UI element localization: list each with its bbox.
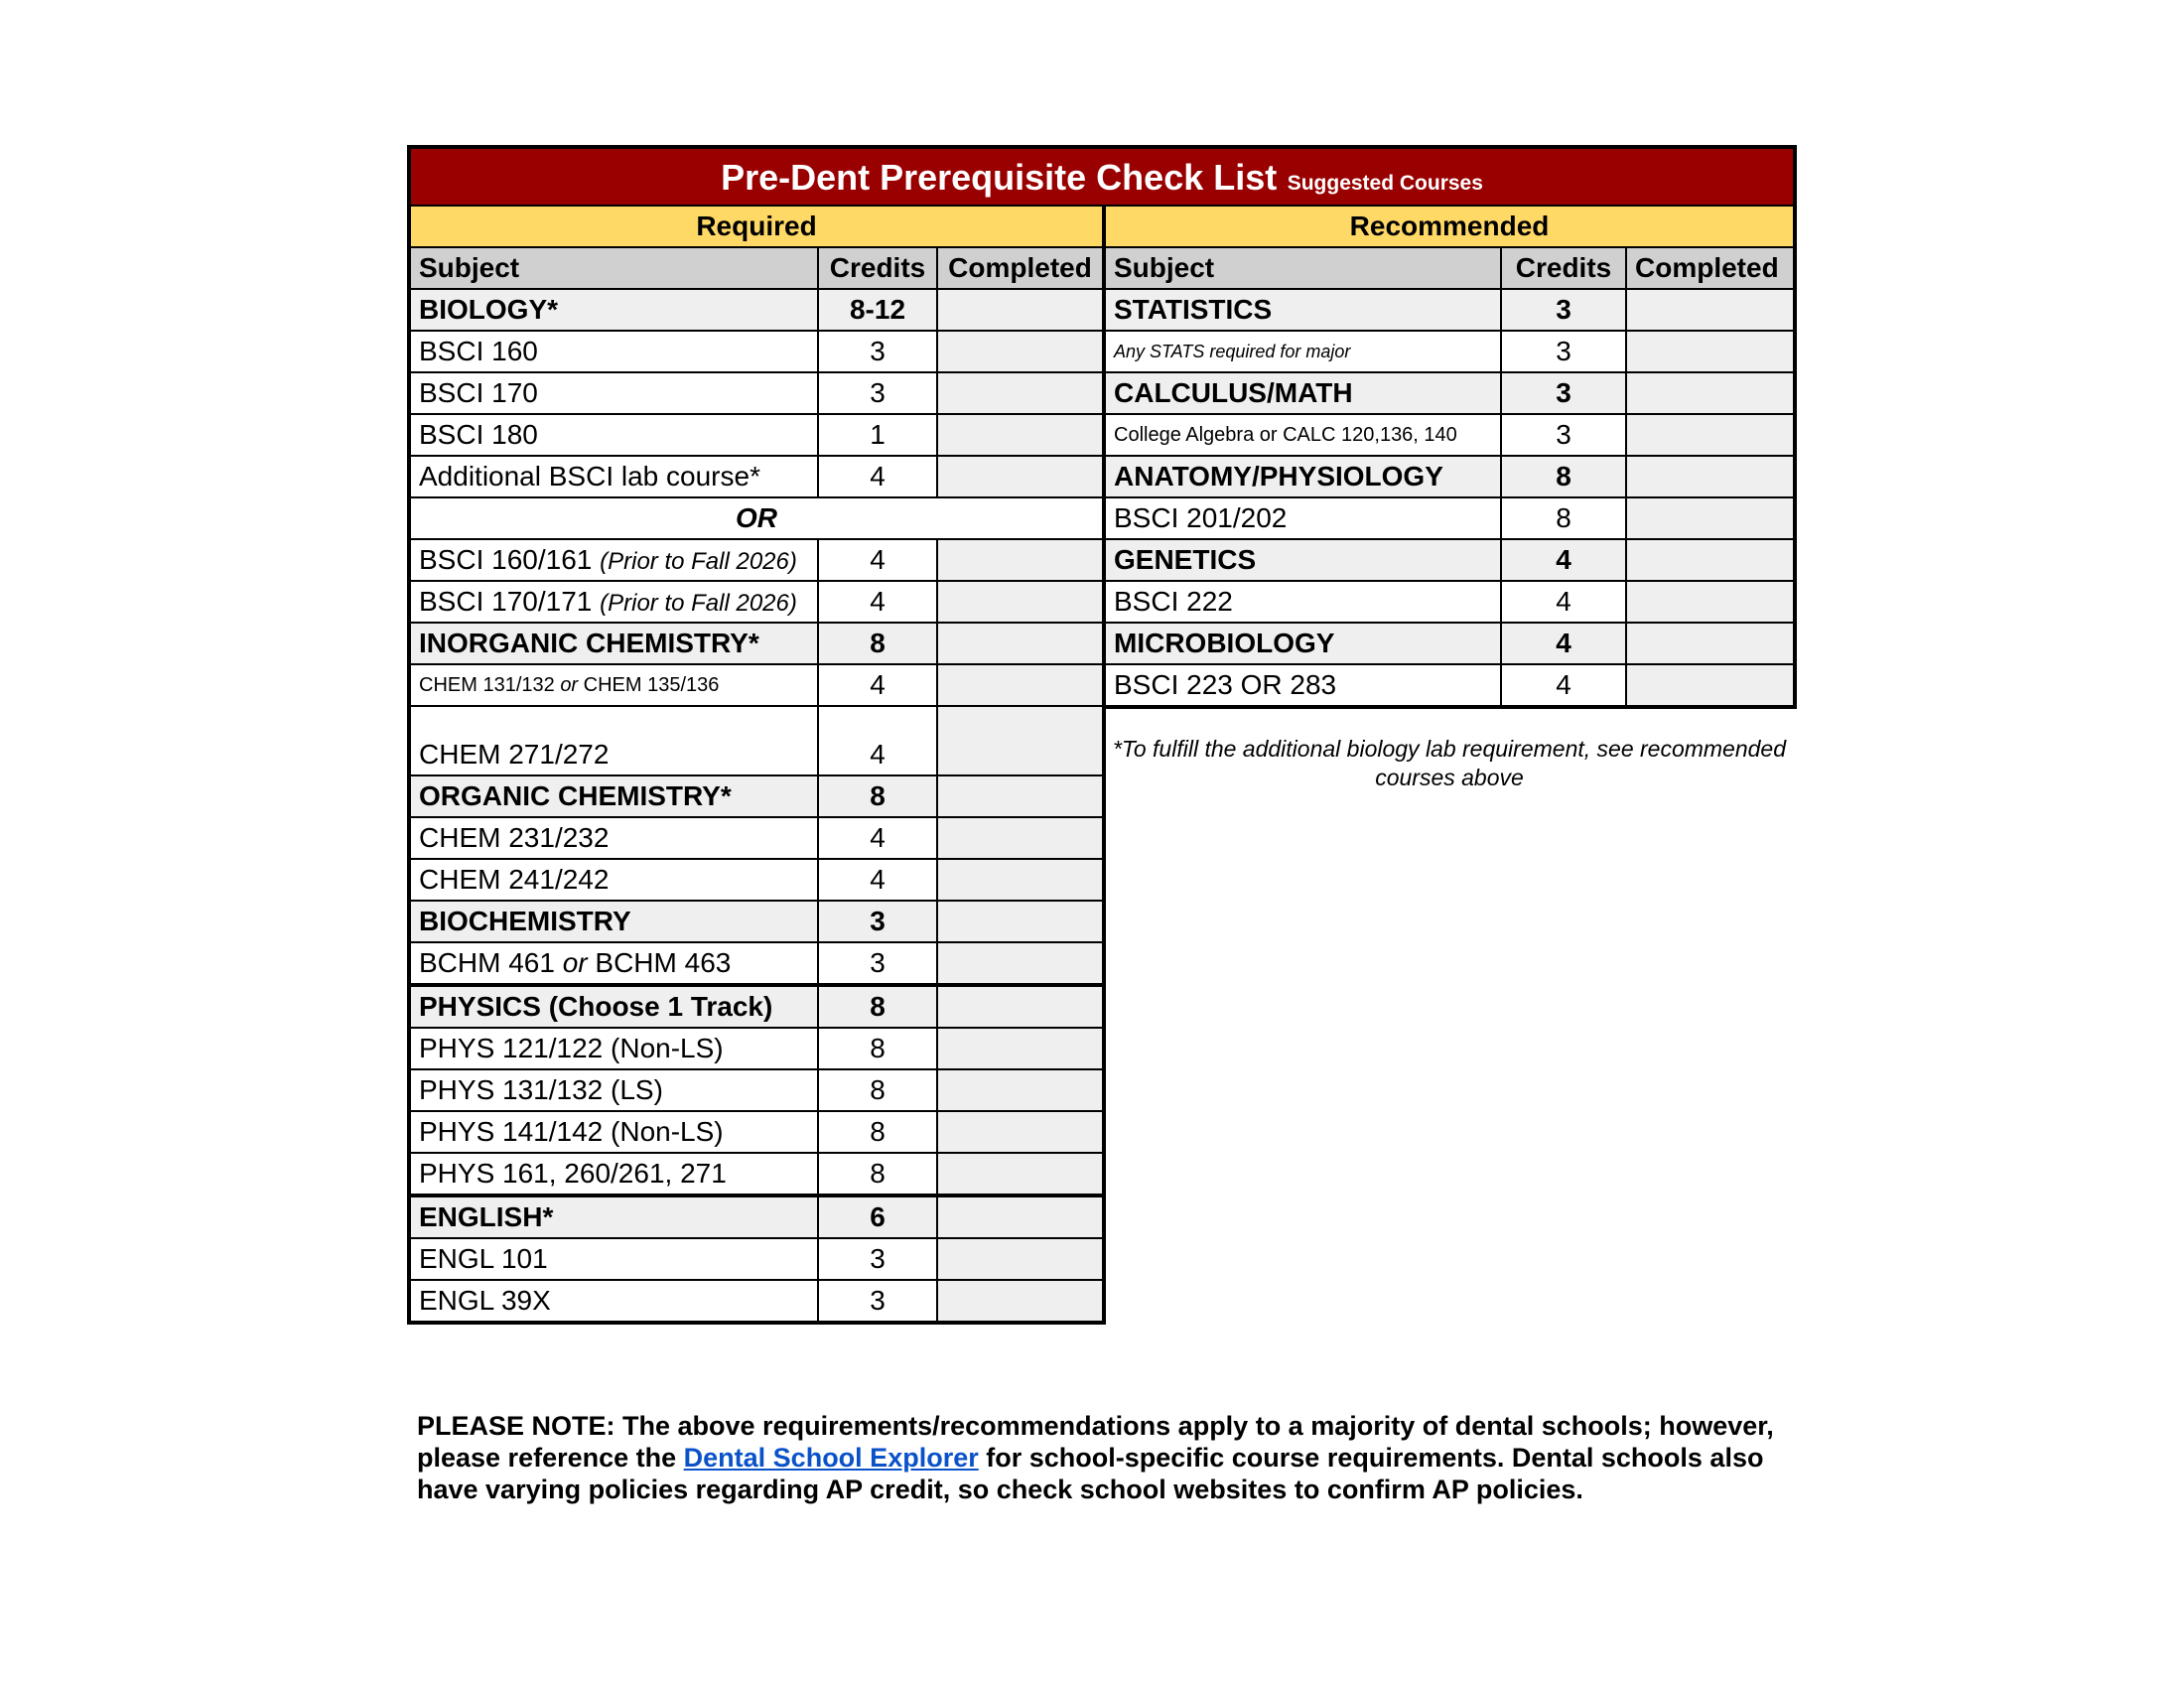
subject-cell xyxy=(409,664,818,706)
completed-cell[interactable] xyxy=(1626,623,1795,664)
dental-school-explorer-link[interactable]: Dental School Explorer xyxy=(683,1443,979,1473)
subject-or: or xyxy=(562,947,588,978)
table-row xyxy=(409,581,1104,623)
checklist-title-bar xyxy=(407,145,1797,209)
completed-cell[interactable] xyxy=(937,1238,1104,1280)
credits-cell: 4 xyxy=(818,581,937,623)
credits-cell: 4 xyxy=(1501,581,1626,623)
col-subject: Subject xyxy=(409,247,818,289)
subject-text: BCHM 463 xyxy=(595,947,732,978)
credits-cell: 4 xyxy=(818,539,937,581)
subject-cell: Any STATS required for major xyxy=(1104,331,1501,372)
note-tail: for school-specific course requirements. Dental schools also have varying policies regarding AP credit, so check school websites to confirm AP policies. xyxy=(417,1443,1764,1504)
table-row xyxy=(409,289,1104,331)
or-divider-row xyxy=(409,497,1104,539)
credits-cell: 8 xyxy=(818,1153,937,1196)
subject-cell: GENETICS xyxy=(1104,539,1501,581)
subject-cell: ENGLISH* xyxy=(409,1196,818,1238)
lab-footnote: *To fulfill the additional biology lab requirement, see recommended courses above xyxy=(1112,736,1787,790)
completed-cell[interactable] xyxy=(937,372,1104,414)
completed-cell[interactable] xyxy=(1626,289,1795,331)
completed-cell[interactable] xyxy=(937,901,1104,942)
col-completed: Completed xyxy=(1626,247,1795,289)
recommended-heading: Recommended xyxy=(1104,206,1795,247)
credits-cell: 4 xyxy=(1501,539,1626,581)
subject-text: BCHM 461 xyxy=(419,947,555,978)
subject-cell: PHYS 141/142 (Non-LS) xyxy=(409,1111,818,1153)
credits-cell: 4 xyxy=(818,817,937,859)
credits-cell: 4 xyxy=(1501,664,1626,707)
subject-cell: ORGANIC CHEMISTRY* xyxy=(409,775,818,817)
table-row xyxy=(409,414,1104,456)
completed-cell[interactable] xyxy=(937,331,1104,372)
subject-cell: BSCI 222 xyxy=(1104,581,1501,623)
credits-cell: 3 xyxy=(818,901,937,942)
subject-cell: BSCI 201/202 xyxy=(1104,497,1501,539)
subject-cell: PHYS 121/122 (Non-LS) xyxy=(409,1028,818,1069)
subject-cell: CALCULUS/MATH xyxy=(1104,372,1501,414)
subject-cell: BIOCHEMISTRY xyxy=(409,901,818,942)
note-lead: PLEASE NOTE: The above requirements/recommendations apply to a majority of dental schools; however, please reference the xyxy=(417,1411,1774,1473)
col-subject: Subject xyxy=(1104,247,1501,289)
completed-cell[interactable] xyxy=(937,985,1104,1028)
subject-cell: BSCI 180 xyxy=(409,414,818,456)
subject-cell: BSCI 170 xyxy=(409,372,818,414)
credits-cell: 4 xyxy=(818,706,937,775)
subject-text: BSCI 170/171 xyxy=(419,586,593,617)
subject-cell: CHEM 271/272 xyxy=(409,706,818,775)
subject-cell: ENGL 101 xyxy=(409,1238,818,1280)
completed-cell[interactable] xyxy=(937,414,1104,456)
credits-cell: 3 xyxy=(818,942,937,985)
completed-cell[interactable] xyxy=(937,664,1104,706)
table-row xyxy=(1104,289,1795,331)
credits-cell: 4 xyxy=(818,664,937,706)
credits-cell: 4 xyxy=(818,859,937,901)
completed-cell[interactable] xyxy=(937,1153,1104,1196)
subject-note: (Prior to Fall 2026) xyxy=(600,590,797,617)
subject-cell: ANATOMY/PHYSIOLOGY xyxy=(1104,456,1501,497)
completed-cell[interactable] xyxy=(937,1028,1104,1069)
completed-cell[interactable] xyxy=(1626,497,1795,539)
subject-text: CHEM 135/136 xyxy=(583,673,720,696)
required-heading: Required xyxy=(409,206,1104,247)
table-row xyxy=(409,817,1104,859)
credits-cell: 3 xyxy=(818,1238,937,1280)
subject-note: (Prior to Fall 2026) xyxy=(600,548,797,575)
table-row xyxy=(1104,664,1795,707)
completed-cell[interactable] xyxy=(937,1111,1104,1153)
credits-cell: 8 xyxy=(818,623,937,664)
subject-cell: CHEM 241/242 xyxy=(409,859,818,901)
subject-cell: PHYS 131/132 (LS) xyxy=(409,1069,818,1111)
subject-cell: CHEM 231/232 xyxy=(409,817,818,859)
subject-cell: STATISTICS xyxy=(1104,289,1501,331)
subject-cell: INORGANIC CHEMISTRY* xyxy=(409,623,818,664)
completed-cell[interactable] xyxy=(1626,331,1795,372)
completed-cell[interactable] xyxy=(937,706,1104,775)
completed-cell[interactable] xyxy=(937,817,1104,859)
completed-cell[interactable] xyxy=(1626,664,1795,707)
subject-cell xyxy=(409,581,818,623)
page-subtitle: Suggested Courses xyxy=(1287,172,1483,195)
subject-cell: ENGL 39X xyxy=(409,1280,818,1323)
completed-cell[interactable] xyxy=(937,775,1104,817)
table-row xyxy=(1104,497,1795,539)
completed-cell[interactable] xyxy=(1626,581,1795,623)
required-table xyxy=(407,205,1106,1325)
subject-cell xyxy=(409,539,818,581)
subject-cell: MICROBIOLOGY xyxy=(1104,623,1501,664)
table-row xyxy=(1104,456,1795,497)
subject-text: CHEM 131/132 xyxy=(419,673,555,696)
credits-cell: 3 xyxy=(1501,331,1626,372)
credits-cell: 4 xyxy=(818,456,937,497)
table-row xyxy=(409,456,1104,497)
credits-cell: 8 xyxy=(818,775,937,817)
table-row xyxy=(409,985,1104,1028)
table-row xyxy=(409,372,1104,414)
subject-or: or xyxy=(560,673,579,696)
credits-cell: 8-12 xyxy=(818,289,937,331)
table-row xyxy=(409,664,1104,706)
completed-cell[interactable] xyxy=(937,289,1104,331)
credits-cell: 8 xyxy=(818,985,937,1028)
please-note xyxy=(417,1410,1807,1505)
subject-cell: PHYS 161, 260/261, 271 xyxy=(409,1153,818,1196)
completed-cell[interactable] xyxy=(937,456,1104,497)
table-row xyxy=(1104,372,1795,414)
table-row xyxy=(409,1153,1104,1196)
subject-cell: BSCI 160 xyxy=(409,331,818,372)
recommended-table xyxy=(1102,205,1797,709)
credits-cell: 4 xyxy=(1501,623,1626,664)
credits-cell: 8 xyxy=(818,1028,937,1069)
table-row xyxy=(409,1196,1104,1238)
table-row xyxy=(409,1238,1104,1280)
credits-cell: 1 xyxy=(818,414,937,456)
table-row xyxy=(409,901,1104,942)
credits-cell: 3 xyxy=(818,372,937,414)
completed-cell[interactable] xyxy=(937,623,1104,664)
completed-cell[interactable] xyxy=(937,942,1104,985)
table-row xyxy=(409,775,1104,817)
or-label: OR xyxy=(409,497,1104,539)
table-row xyxy=(1104,331,1795,372)
subject-cell: Additional BSCI lab course* xyxy=(409,456,818,497)
credits-cell: 3 xyxy=(818,1280,937,1323)
table-row xyxy=(1104,623,1795,664)
credits-cell: 8 xyxy=(1501,497,1626,539)
table-row xyxy=(409,331,1104,372)
table-row xyxy=(1104,539,1795,581)
subject-cell xyxy=(409,942,818,985)
table-row xyxy=(1104,581,1795,623)
table-row xyxy=(409,539,1104,581)
subject-cell: BIOLOGY* xyxy=(409,289,818,331)
completed-cell[interactable] xyxy=(937,859,1104,901)
credits-cell: 6 xyxy=(818,1196,937,1238)
completed-cell[interactable] xyxy=(937,1280,1104,1323)
col-credits: Credits xyxy=(1501,247,1626,289)
table-row xyxy=(409,706,1104,775)
table-row xyxy=(409,859,1104,901)
table-row xyxy=(409,942,1104,985)
table-row xyxy=(409,1069,1104,1111)
credits-cell: 8 xyxy=(818,1111,937,1153)
completed-cell[interactable] xyxy=(937,581,1104,623)
credits-cell: 3 xyxy=(818,331,937,372)
col-completed: Completed xyxy=(937,247,1104,289)
completed-cell[interactable] xyxy=(937,539,1104,581)
subject-cell: BSCI 223 OR 283 xyxy=(1104,664,1501,707)
table-row xyxy=(409,1280,1104,1323)
credits-cell: 3 xyxy=(1501,372,1626,414)
subject-cell: PHYSICS (Choose 1 Track) xyxy=(409,985,818,1028)
completed-cell[interactable] xyxy=(1626,414,1795,456)
credits-cell: 3 xyxy=(1501,414,1626,456)
completed-cell[interactable] xyxy=(937,1196,1104,1238)
subject-text: BSCI 160/161 xyxy=(419,544,593,575)
page-title: Pre-Dent Prerequisite Check List xyxy=(721,157,1278,198)
completed-cell[interactable] xyxy=(1626,539,1795,581)
credits-cell: 3 xyxy=(1501,289,1626,331)
completed-cell[interactable] xyxy=(1626,456,1795,497)
subject-cell: College Algebra or CALC 120,136, 140 xyxy=(1104,414,1501,456)
table-row xyxy=(409,1028,1104,1069)
completed-cell[interactable] xyxy=(1626,372,1795,414)
col-credits: Credits xyxy=(818,247,937,289)
table-row xyxy=(409,1111,1104,1153)
credits-cell: 8 xyxy=(818,1069,937,1111)
table-row xyxy=(1104,414,1795,456)
credits-cell: 8 xyxy=(1501,456,1626,497)
table-row xyxy=(409,623,1104,664)
completed-cell[interactable] xyxy=(937,1069,1104,1111)
